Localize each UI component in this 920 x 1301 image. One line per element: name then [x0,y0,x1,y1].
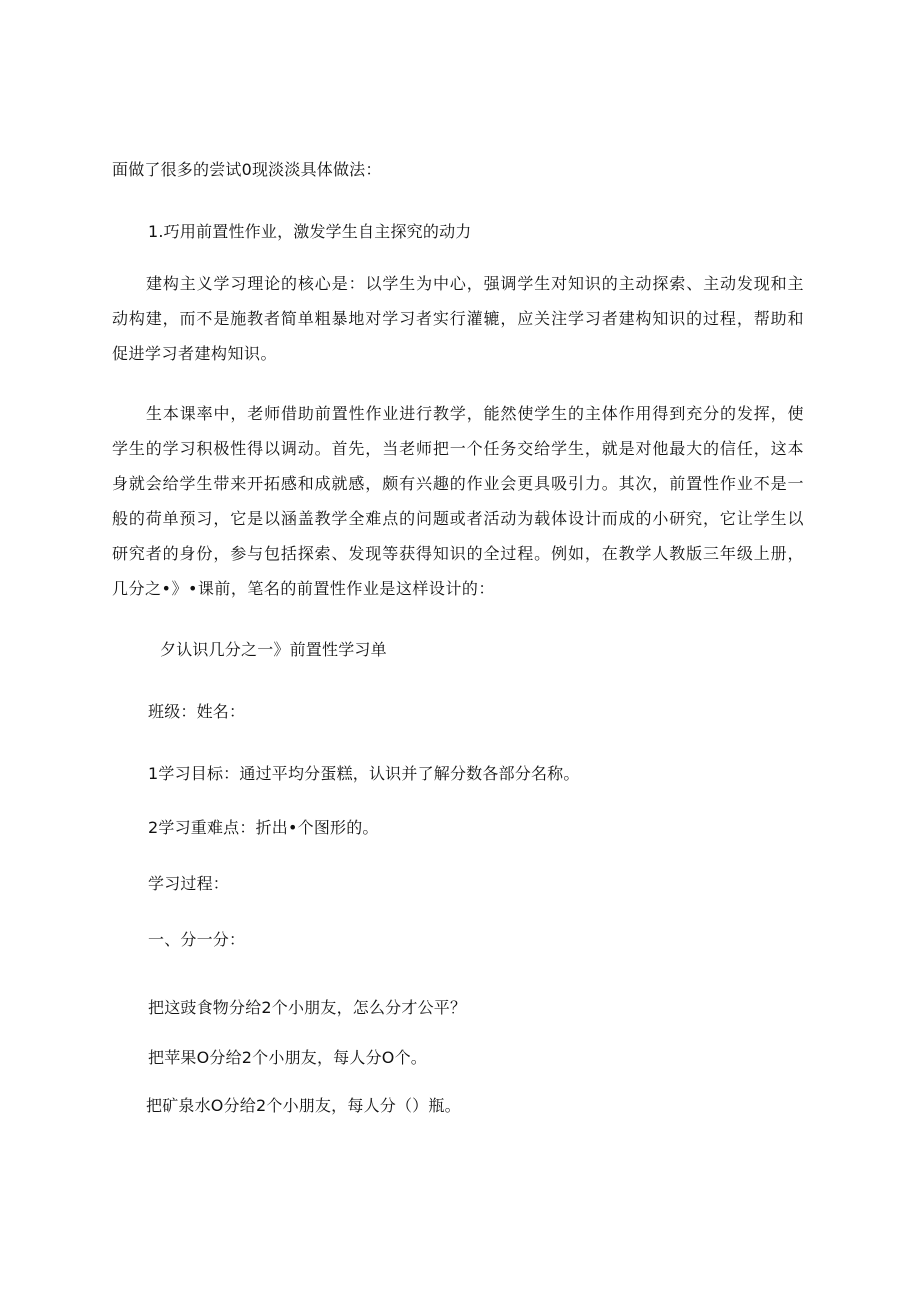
question-fair-share: 把这豉食物分给2个小朋友，怎么分才公平？ [148,998,467,1017]
learning-goal: 1学习目标：通过平均分蛋糕，认识并了解分数各部分名称。 [148,764,580,783]
apple-question: 把苹果O分给2个小朋友，每人分O个。 [148,1048,427,1067]
intro-line: 面做了很多的尝试0现淡淡具体做法： [112,160,382,179]
learning-process: 学习过程： [148,874,230,893]
worksheet-title: 夕认识几分之一》前置性学习单 [160,640,387,659]
key-point: 2学习重难点：折出•个图形的。 [148,818,379,837]
section-divide: 一、分一分： [148,930,246,949]
water-question: 把矿泉水O分给2个小朋友，每人分（）瓶。 [146,1096,461,1115]
section-heading: 1.巧用前置性作业，激发学生自主探究的动力 [148,222,472,241]
class-name-field: 班级：姓名： [148,702,246,721]
paragraph-preview-homework: 生本课率中，老师借助前置性作业进行教学，能然使学生的主体作用得到充分的发挥，使学生的学习积极性得以调动。首先，当老师把一个任务交给学生，就是对他最大的信任，这本身就会给学生带来开拓感和成就感，颇有兴趣的作业会更具吸引力。其次，前置性作业不是一般的荷单预习，它是以涵盖教学全难点的问题或者活动为载体设计而成的小研究，它让学生以研究者的身份，参与包括探索、发现等获得知识的全过程。例如，在教学人教版三年级上册，几分之•》•课前，笔名的前置性作业是这样设计的： [112,404,804,598]
paragraph-constructivism: 建构主义学习理论的核心是：以学生为中心，强调学生对知识的主动探索、主动发现和主动构建，而不是施教者简单粗暴地对学习者实行灌辘，应关注学习者建构知识的过程，帮助和促进学习者建构知识。 [112,274,804,363]
